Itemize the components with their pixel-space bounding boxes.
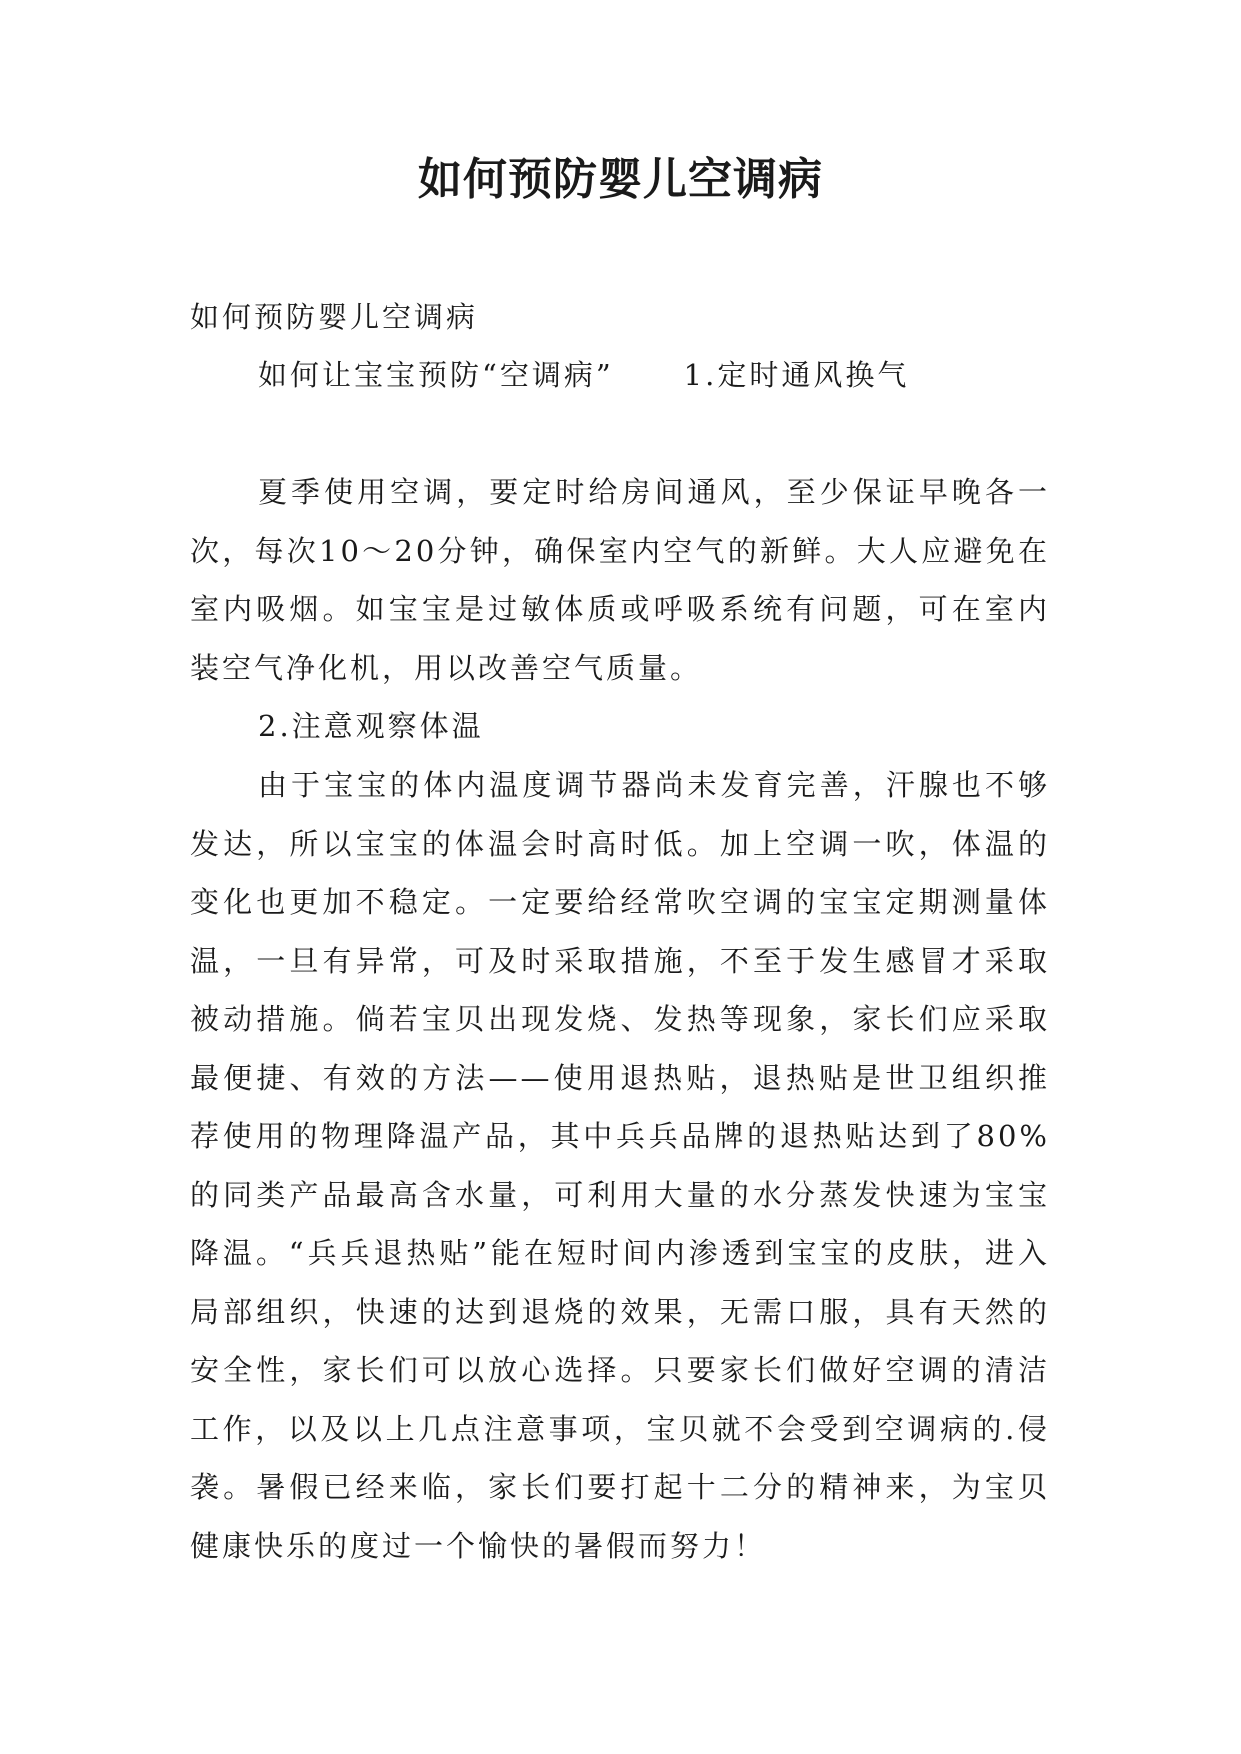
paragraph-temperature: 由于宝宝的体内温度调节器尚未发育完善，汗腺也不够发达，所以宝宝的体温会时高时低。加上空调一吹，体温的变化也更加不稳定。一定要给经常吹空调的宝宝定期测量体温，一旦有异常，可及时采取措施，不至于发生感冒才采取被动措施。倘若宝贝出现发烧、发热等现象，家长们应采取最便捷、有效的方法——使用退热贴，退热贴是世卫组织推荐使用的物理降温产品，其中兵兵品牌的退热贴达到了80%的同类产品最高含水量，可利用大量的水分蒸发快速为宝宝降温。“兵兵退热贴”能在短时间内渗透到宝宝的皮肤，进入局部组织，快速的达到退烧的效果，无需口服，具有天然的安全性，家长们可以放心选择。只要家长们做好空调的清洁工作，以及以上几点注意事项，宝贝就不会受到空调病的.侵袭。暑假已经来临，家长们要打起十二分的精神来，为宝贝健康快乐的度过一个愉快的暑假而努力！ (190, 768, 1050, 1563)
page-title: 如何预防婴儿空调病 (418, 154, 823, 205)
intro-question: 如何让宝宝预防“空调病” (258, 358, 614, 392)
document-subtitle: 如何预防婴儿空调病 (190, 300, 479, 334)
intro-line (190, 346, 1050, 405)
section-heading-2: 2.注意观察体温 (258, 709, 484, 743)
section-heading-1: 1.定时通风换气 (683, 358, 910, 392)
paragraph-ventilation: 夏季使用空调，要定时给房间通风，至少保证早晚各一次，每次10～20分钟，确保室内空气的新鲜。大人应避免在室内吸烟。如宝宝是过敏体质或呼吸系统有问题，可在室内装空气净化机，用以改善空气质量。 (190, 475, 1050, 685)
